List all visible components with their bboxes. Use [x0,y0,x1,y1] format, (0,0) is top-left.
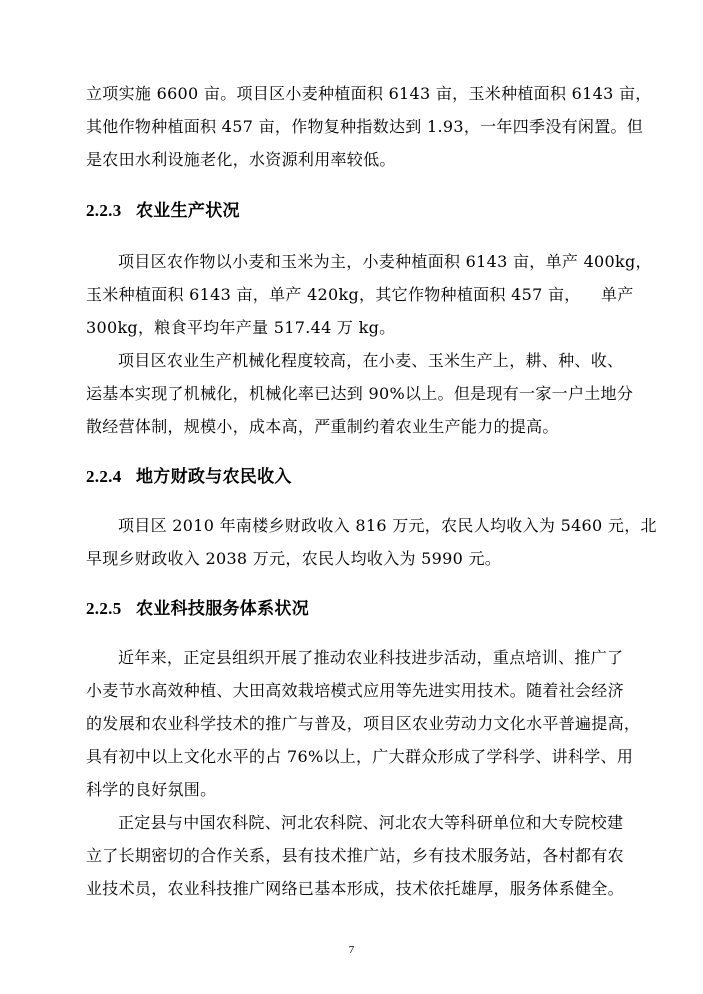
paragraph-line: 散经营体制，规模小，成本高，严重制约着农业生产能力的提高。 [86,417,559,436]
page-number: 7 [348,944,355,956]
paragraph-line: 业技术员，农业科技推广网络已基本形成，技术依托雄厚，服务体系健全。 [86,879,624,898]
paragraph-line: 玉米种植面积 6143 亩，单产 420kg，其它作物种植面积 457 亩， [86,285,581,304]
section-heading-2-2-5 [86,598,309,620]
paragraph-line: 立了长期密切的合作关系，县有技术推广站，乡有技术服务站，各村都有农 [86,846,624,865]
intro-line-1: 立项实施 6600 亩。项目区小麦种植面积 6143 亩，玉米种植面积 6143 亩， [86,84,652,103]
paragraph-line: 项目区 2010 年南楼乡财政收入 816 万元，农民人均收入为 5460 元，北 [118,516,657,535]
paragraph-line: 具有初中以上文化水平的占 76%以上，广大群众形成了学科学、讲科学、用 [86,747,634,766]
paragraph-line-fragment: 单产 [601,285,634,304]
paragraph-line: 正定县与中国农科院、河北农科院、河北农大等科研单位和大专院校建 [118,813,624,832]
section-number: 2.2.3 [86,201,122,220]
paragraph-line: 项目区农作物以小麦和玉米为主，小麦种植面积 6143 亩，单产 400kg， [118,252,652,271]
intro-line-2: 其他作物种植面积 457 亩，作物复种指数达到 1.93，一年四季没有闲置。但 [86,117,644,136]
paragraph-line: 运基本实现了机械化，机械化率已达到 90%以上。但是现有一家一户土地分 [86,384,634,403]
paragraph-line: 小麦节水高效种植、大田高效栽培模式应用等先进实用技术。随着社会经济 [86,681,624,700]
paragraph-line: 早现乡财政收入 2038 万元，农民人均收入为 5990 元。 [86,549,502,568]
paragraph-line: 的发展和农业科学技术的推广与普及，项目区农业劳动力文化水平普遍提高， [86,714,641,733]
section-title: 地方财政与农民收入 [136,467,292,487]
intro-line-3: 是农田水利设施老化，水资源利用率较低。 [86,150,396,169]
section-heading-2-2-4 [86,466,292,488]
section-number: 2.2.5 [86,599,122,618]
section-heading-2-2-3 [86,200,240,222]
section-title: 农业生产状况 [136,201,240,221]
paragraph-line: 科学的良好氛围。 [86,780,217,799]
paragraph-line: 近年来，正定县组织开展了推动农业科技进步活动，重点培训、推广了 [118,648,624,667]
paragraph-line: 项目区农业生产机械化程度较高，在小麦、玉米生产上，耕、种、收、 [118,351,624,370]
section-title: 农业科技服务体系状况 [136,599,309,619]
section-number: 2.2.4 [86,467,122,486]
paragraph-line: 300kg，粮食平均年产量 517.44 万 kg。 [86,318,396,337]
